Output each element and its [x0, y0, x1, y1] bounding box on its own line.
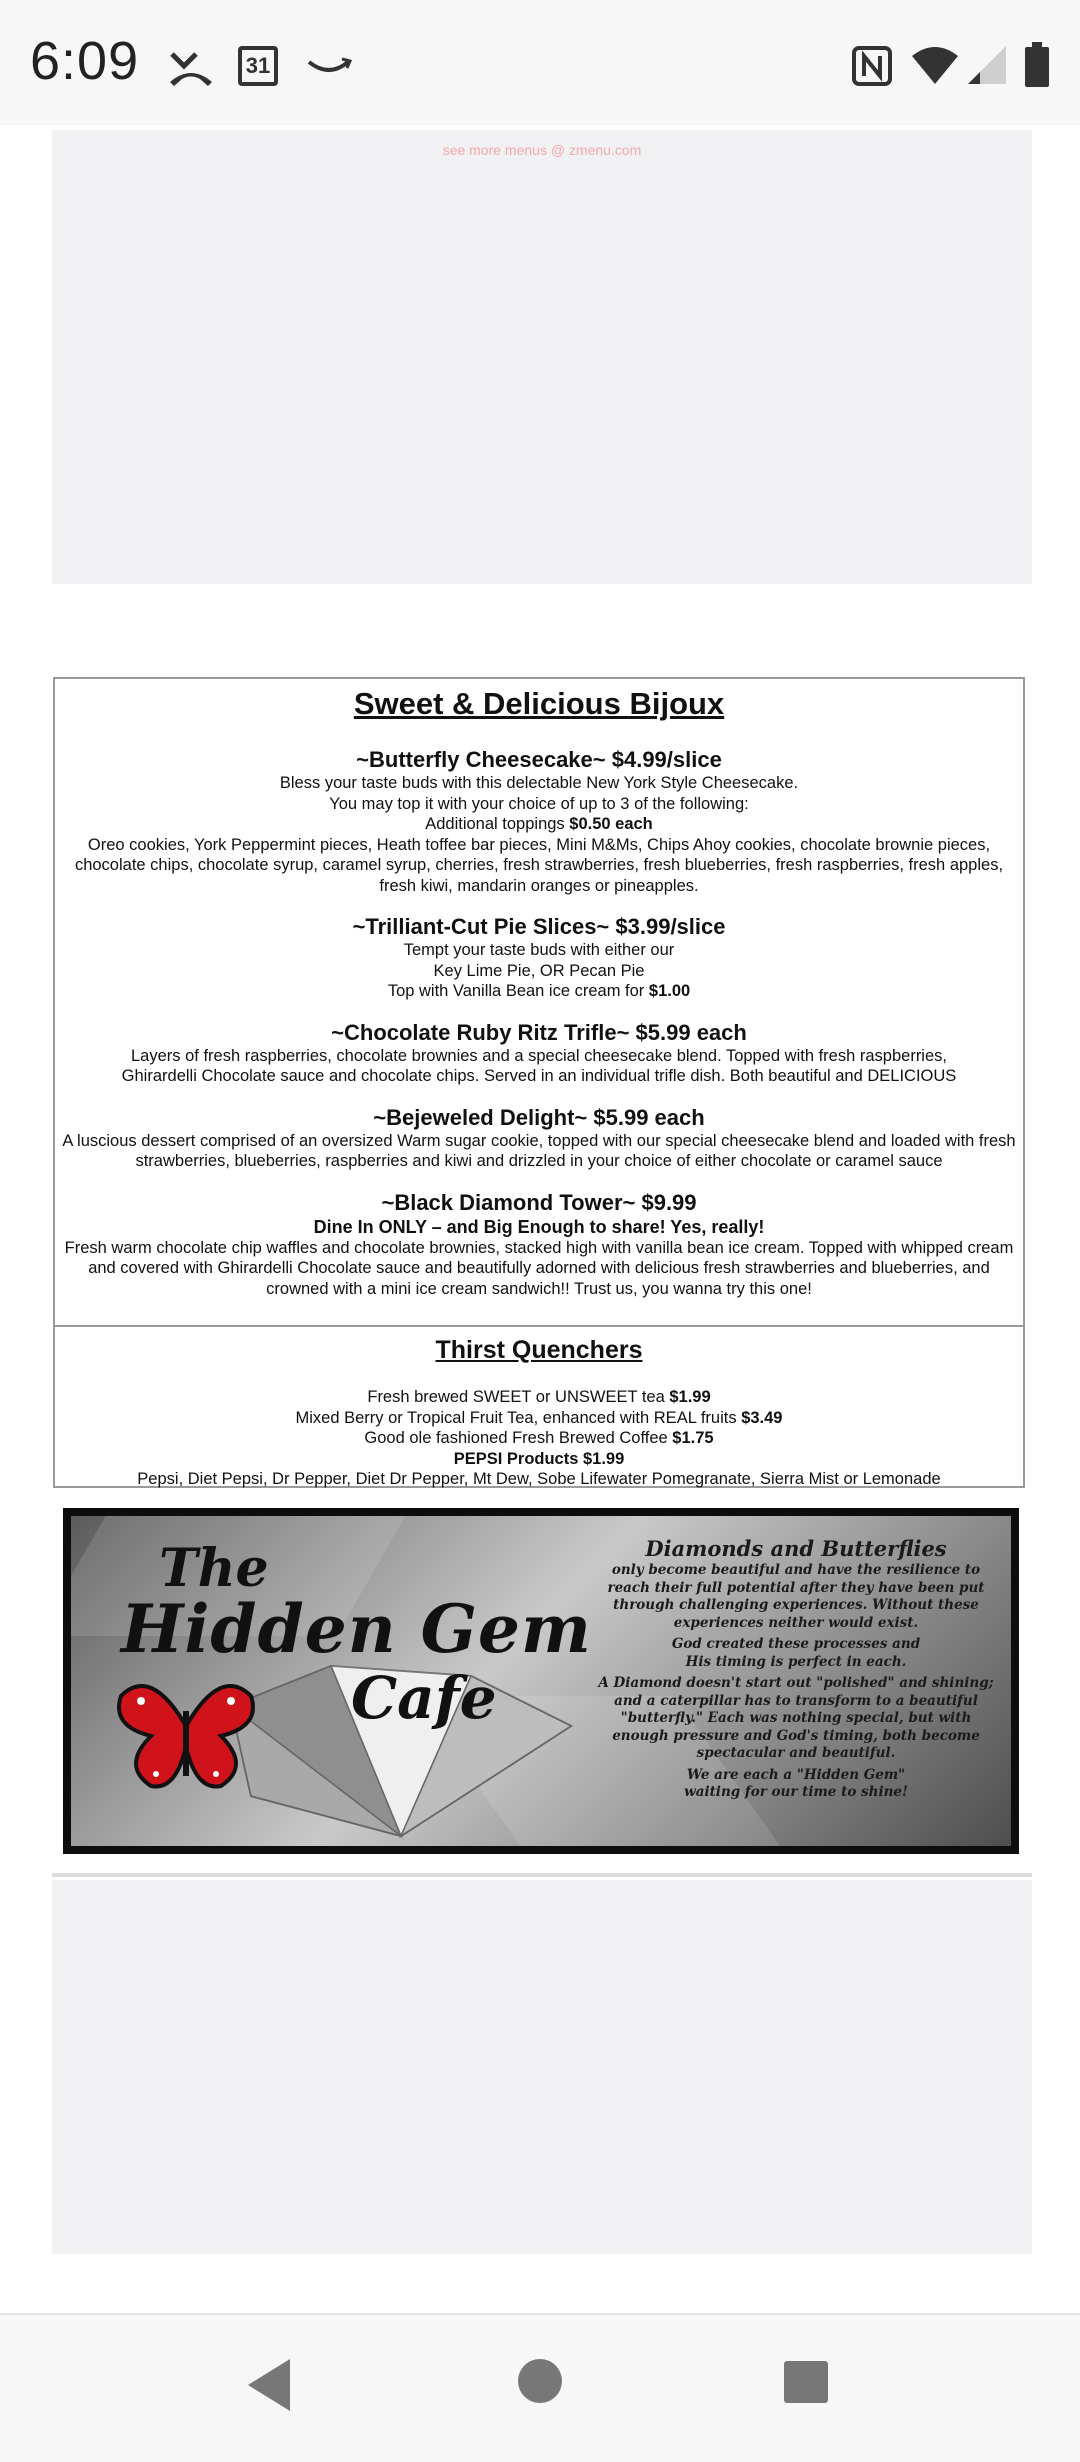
drink-price: $1.75 [672, 1429, 714, 1447]
item-desc-line: Bless your taste buds with this delectable New York Style Cheesecake. [279, 774, 799, 792]
item-name: ~Trilliant-Cut Pie Slices~ $3.99/slice [352, 914, 726, 939]
poem-line: God created these processes and [671, 1636, 921, 1652]
item-name: ~Bejeweled Delight~ $5.99 each [373, 1104, 705, 1130]
item-desc-line: Key Lime Pie, OR Pecan Pie [433, 961, 645, 980]
drink-item [55, 1408, 1023, 1429]
status-time: 6:09 [30, 31, 140, 91]
poem-line: We are each a "Hidden Gem" [686, 1766, 906, 1783]
menu-item-bejeweled [55, 1105, 1023, 1172]
poem-title: Diamonds and Butterflies [645, 1536, 947, 1561]
menu-item-pie [55, 914, 1023, 1002]
poem-line: His timing is perfect in each. [685, 1653, 907, 1670]
menu-item-cheesecake [55, 747, 1023, 896]
toppings-price: $0.50 each [569, 815, 653, 833]
dessert-title: Sweet & Delicious Bijoux [353, 686, 725, 721]
calendar-day: 31 [245, 53, 271, 78]
poem-line: reach their full potential after they have been put [607, 1579, 985, 1596]
logo-the: The [159, 1538, 269, 1599]
item-desc: A luscious dessert comprised of an oversized Warm sugar cookie, topped with our special cheesecake blend and loaded with fresh strawberries, blueberries, raspberries and kiwi and drizzled in your choice of either chocolate or caramel sauce [62, 1131, 1016, 1170]
drinks-list [55, 1387, 1023, 1490]
poem-line: waiting for our time to shine! [684, 1784, 908, 1800]
menu-item-tower [55, 1190, 1023, 1300]
drink-label: Good ole fashioned Fresh Brewed Coffee [364, 1429, 673, 1447]
wifi-icon [910, 44, 960, 84]
logo-hidden-gem: Hidden Gem [121, 1590, 592, 1668]
drink-item [55, 1428, 1023, 1449]
home-button[interactable] [516, 2357, 564, 2405]
missed-call-icon [166, 44, 216, 86]
ice-cream-line [55, 981, 1023, 1002]
item-desc-line: You may top it with your choice of up to 3 of the following: [329, 794, 749, 813]
hidden-gem-banner [63, 1508, 1019, 1854]
dessert-section [55, 685, 1023, 1299]
logo-cafe: Cafe [351, 1664, 497, 1732]
poem-line: only become beautiful and have the resilience to [611, 1562, 981, 1578]
nfc-icon [852, 46, 892, 86]
item-subtitle: Dine In ONLY – and Big Enough to share! Yes, really! [313, 1216, 765, 1237]
poem-line: A Diamond doesn't start out "polished" and shining; [598, 1675, 994, 1691]
item-desc-line: Tempt your taste buds with either our [403, 941, 675, 959]
signal-icon [966, 44, 1010, 86]
item-desc: Layers of fresh raspberries, chocolate brownies and a special cheesecake blend. Topped with fresh raspberries, Ghirardelli Chocolate sauce and chocolate chips. Served in an individual trifle dish. Both beautiful and DELICIOUS [121, 1046, 957, 1085]
sodas-list: Pepsi, Diet Pepsi, Dr Pepper, Diet Dr Pepper, Mt Dew, Sobe Lifewater Pomegranate, Sierra Mist or Lemonade [137, 1470, 941, 1488]
poem-line: experiences neither would exist. [673, 1614, 919, 1631]
toppings-label: Additional toppings [425, 815, 570, 833]
drink-price: $1.99 [669, 1388, 711, 1406]
content-separator [52, 1873, 1032, 1877]
drink-label: Mixed Berry or Tropical Fruit Tea, enhanced with REAL fruits [295, 1408, 742, 1427]
battery-icon [1024, 42, 1050, 88]
drinks-section [55, 1327, 1023, 1490]
recents-button[interactable] [782, 2359, 830, 2405]
navigation-bar [0, 2313, 1080, 2462]
poem-line: enough pressure and God's timing, both become [612, 1727, 980, 1744]
home-icon [518, 2359, 562, 2403]
item-name: ~Chocolate Ruby Ritz Trifle~ $5.99 each [331, 1019, 747, 1045]
ice-cream-price: $1.00 [648, 982, 691, 1000]
calendar-icon [238, 46, 278, 86]
back-button[interactable] [244, 2357, 294, 2413]
item-name: ~Black Diamond Tower~ $9.99 [381, 1189, 697, 1215]
menu-image [53, 677, 1025, 1488]
drink-label: Fresh brewed SWEET or UNSWEET tea [367, 1388, 670, 1406]
recents-icon [784, 2361, 828, 2403]
ice-cream-label: Top with Vanilla Bean ice cream for [387, 982, 649, 1000]
item-desc: Fresh warm chocolate chip waffles and chocolate brownies, stacked high with vanilla bean ice cream. Topped with whipped cream and covered with Ghirardelli Chocolate sauce and beautifully adorned with delicious fresh strawberries and blueberries, and crowned with a mini ice cream sandwich!! Trust us, you wanna try this one! [64, 1238, 1014, 1298]
poem-line: "butterfly." Each was nothing special, but with [620, 1710, 972, 1726]
poem-line: and a caterpillar has to transform to a beautiful [614, 1692, 978, 1709]
amazon-icon [306, 56, 352, 76]
poem-line: through challenging experiences. Without these [613, 1597, 979, 1613]
status-bar [0, 0, 1080, 125]
butterfly-icon [111, 1656, 261, 1806]
drink-price: $3.49 [741, 1408, 783, 1427]
watermark-text: see more menus @ zmenu.com [442, 142, 642, 158]
ad-placeholder-bottom [52, 1880, 1032, 2254]
drinks-title: Thirst Quenchers [435, 1336, 643, 1364]
toppings-list: Oreo cookies, York Peppermint pieces, Heath toffee bar pieces, Mini M&Ms, Chips Ahoy cookies, chocolate brownie pieces, chocolate chips, chocolate syrup, caramel syrup, cherries, fresh strawberries, fresh blueberries, fresh raspberries, fresh apples, fresh kiwi, mandarin oranges or pineapples. [74, 835, 1004, 895]
poem [591, 1536, 1001, 1802]
back-icon [248, 2359, 290, 2411]
poem-line: spectacular and beautiful. [696, 1745, 896, 1761]
pepsi-line: PEPSI Products $1.99 [453, 1449, 625, 1468]
ad-placeholder-top [52, 130, 1032, 584]
banner-inner [71, 1516, 1011, 1846]
item-name: ~Butterfly Cheesecake~ $4.99/slice [356, 747, 722, 772]
toppings-price-line [55, 814, 1023, 835]
menu-item-trifle [55, 1020, 1023, 1087]
drink-item [55, 1387, 1023, 1408]
